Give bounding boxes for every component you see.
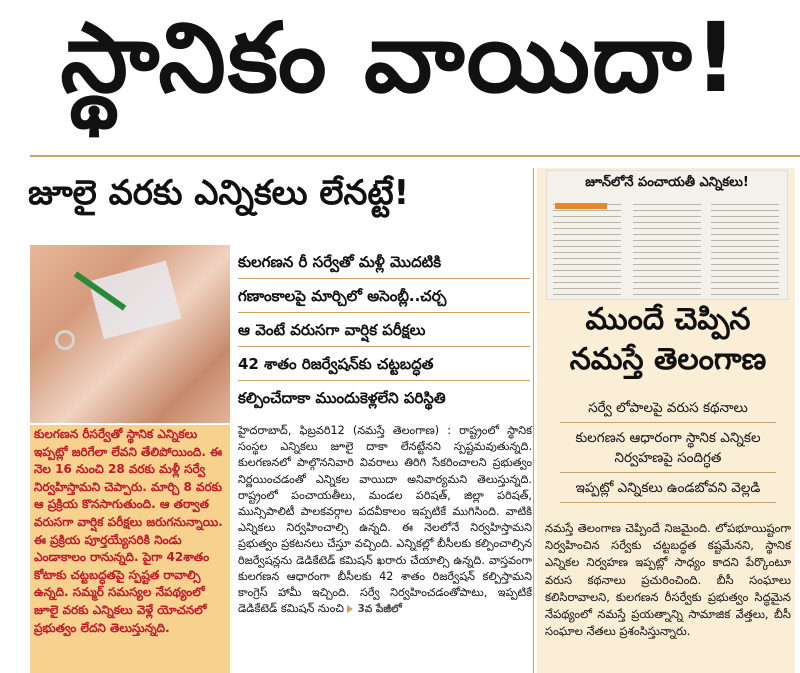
key-point: కల్పించేదాకా ముందుకెళ్లలేని పరిస్థితి bbox=[238, 389, 446, 407]
divider bbox=[238, 346, 530, 347]
divider bbox=[560, 472, 776, 473]
article-body bbox=[238, 423, 532, 617]
sidebar-note: ఇప్పట్లో ఎన్నికలు ఉండబోవని వెల్లడి bbox=[575, 480, 761, 496]
key-point: 42 శాతం రిజర్వేషన్‌కు చట్టబద్ధత bbox=[238, 355, 434, 373]
continued-marker bbox=[347, 603, 401, 615]
divider bbox=[30, 155, 800, 157]
divider bbox=[560, 422, 776, 423]
key-point: ఆ వెంటే వరుసగా వార్షిక పరీక్షలు bbox=[238, 321, 426, 339]
continued-label: 3వ పేజీలో bbox=[357, 603, 402, 616]
ring-shape bbox=[55, 330, 75, 350]
triangle-icon bbox=[347, 605, 353, 613]
summary-text: కులగణన రీసర్వేతో స్థానిక ఎన్నికలు ఇప్పట్లో జరిగేలా లేవని తేలిపోయింది. ఈ నెల 16 నుంచి 28 వరకు మళ్లీ సర్వే నిర్వహిస్తామని చెప్పారు. మార్చి 8 వరకు ఆ ప్రక్రియ కొనసాగుతుంది. ఆ తర్వాత వరుసగా వార్షిక పరీక్షలు జరుగనున్నాయి. ఈ ప్రక్రియ పూర్తయ్యేసరికి నిండు ఎండాకాలం రానున్నది. పైగా 42శాతం కోటాకు చట్టబద్ధతపై స్పష్టత రావాల్సి ఉన్నది. సమ్మర్ సమస్యల నేపథ్యంలో జూలై వరకు ఎన్నికలు వెళ్లే యోచనలో ప్రభుత్వం లేదని తెలుస్తున్నది. bbox=[34, 427, 223, 635]
divider bbox=[560, 502, 776, 503]
sidebar-note: సర్వే లోపాలపై వరుస కథనాలు bbox=[588, 400, 748, 416]
column-divider bbox=[533, 168, 534, 673]
key-point: కులగణన రీ సర్వేతో మళ్లీ మొదటికి bbox=[238, 253, 442, 271]
clipping-column bbox=[711, 199, 779, 295]
article-body-text: హైదరాబాద్, ఫిబ్రవరి12 (నమస్తే తెలంగాణ) : రాష్ట్రంలో స్థానిక సంస్థల ఎన్నికలు జూలై దాకా లేనట్టేనని స్పష్టమవుతున్నది. కులగణనలో పాల్గొననివారి వివరాలు తిరిగి సేకరించాలని ప్రభుత్వం నిర్ణయించడంతో ఎన్నికల వాయిదా అనివార్యమని తెలుస్తున్నది. రాష్ట్రంలో పంచాయతీలు, మండల పరిషత్, జిల్లా పరిషత్, మున్సిపాలిటీ పాలకవర్గాల పదవీకాలం ఇప్పటికే ముగిసింది. వాటికి ఎన్నికలు నిర్వహించాల్సి ఉన్నది. ఈ నెలలోనే నిర్వహిస్తామని ప్రభుత్వం ప్రకటనలు చేస్తూ వచ్చింది. ఎన్నికల్లో బీసీలకు కల్పించాల్సిన రిజర్వేషన్లను డెడికేటెడ్ కమిషన్ ఖరారు చేయాల్సి ఉన్నది. వాస్తవంగా కులగణన ఆధారంగా బీసీలకు 42 శాతం రిజర్వేషన్ కల్పిస్తామని కాంగ్రెస్ హామీ ఇచ్చింది. సర్వే నిర్వహించడంతోపాటు, ఇప్పటికే డెడికేటెడ్ కమిషన్ నుంచి bbox=[238, 424, 532, 616]
sub-headline: జూలై వరకు ఎన్నికలు లేనట్టే! bbox=[28, 173, 410, 213]
sidebar-body-text: నమస్తే తెలంగాణ చెప్పిందే నిజమైంది. లోపభూయిష్టంగా నిర్వహించిన సర్వేకు చట్టబద్ధత కష్టమేనని, స్థానిక ఎన్నికల నిర్వహణ ఇప్పట్లో సాధ్యం కాదని పేర్కొంటూ వరుస కథనాలు ప్రచురించింది. బీసీ సంఘాలు కలిసిరావాలని, కులగణన రీసర్వేకు ప్రభుత్వం సిద్ధమైన నేపథ్యంలో నమస్తే ప్రయత్నాన్ని సామాజిక వేత్తలు, బీసీ సంఘాల నేతలు ప్రశంసిస్తున్నారు. bbox=[545, 521, 791, 639]
divider bbox=[238, 380, 530, 381]
clipping-title: జూన్‌లోనే పంచాయతీ ఎన్నికలు! bbox=[585, 175, 749, 190]
clipping-column bbox=[553, 199, 621, 295]
newspaper-clipping-image bbox=[546, 170, 788, 300]
main-headline: స్థానికం వాయిదా! bbox=[60, 2, 740, 114]
sidebar-note: కులగణన ఆధారంగా స్థానిక ఎన్నికల నిర్వహణపై సందిగ్ధత bbox=[575, 430, 761, 466]
divider bbox=[238, 312, 530, 313]
clipping-highlight bbox=[555, 203, 607, 209]
divider bbox=[238, 278, 530, 279]
key-point: గణాంకాలపై మార్చిలో అసెంబ్లీ..చర్చ bbox=[238, 287, 447, 305]
sidebar-title: ముందే చెప్పిన నమస్తే తెలంగాణ bbox=[569, 302, 767, 377]
clipping-column bbox=[633, 199, 701, 295]
